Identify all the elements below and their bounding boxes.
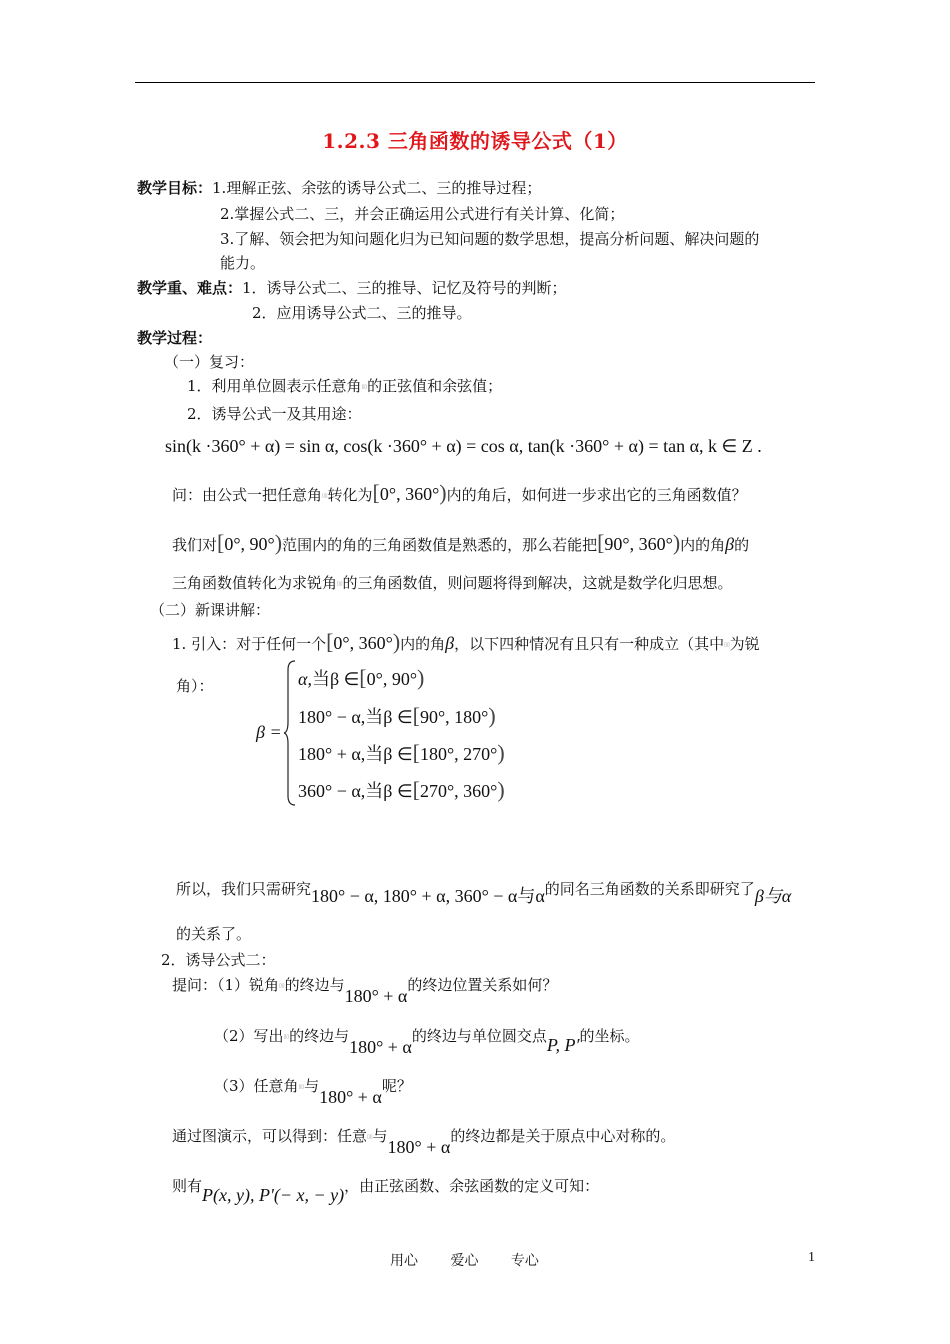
- question-line: [172, 480, 747, 506]
- we-line2-text: 三角函数值转化为求锐角: [172, 574, 338, 592]
- review-heading: （一）复习：: [164, 353, 255, 371]
- ask2-text-a: （2）写出: [214, 1027, 284, 1045]
- footer: [390, 1250, 567, 1270]
- bracket-left: [: [372, 480, 380, 505]
- ask-1: [172, 974, 558, 1006]
- we-line-2: [172, 573, 733, 594]
- we-text-c: 内的角: [680, 536, 726, 554]
- demo-expr: 180° + α: [387, 1137, 451, 1157]
- process-label: 教学过程：: [137, 329, 213, 347]
- bracket-right: ): [439, 480, 447, 505]
- ask2-text-d: 的坐标。: [579, 1027, 640, 1045]
- intro-line: [172, 629, 760, 655]
- ask3-text-a: （3）任意角: [214, 1077, 299, 1095]
- so-line-2: 的关系了。: [176, 925, 252, 943]
- footer-item: 用心: [390, 1253, 418, 1269]
- bracket-right: ): [672, 530, 681, 555]
- ask-3: [214, 1075, 412, 1107]
- objective-item: 3.了解、领会把为知问题化归为已知问题的数学思想，提高分析问题、解决问题的: [220, 230, 760, 248]
- bracket-left: [: [412, 777, 420, 802]
- we-line: [172, 530, 750, 555]
- beta-symbol: β: [445, 633, 455, 653]
- ask2-points: P, P′: [546, 1035, 580, 1055]
- intro-line-2: 角）：: [176, 677, 214, 695]
- so-line: [176, 878, 792, 906]
- bracket-left: [: [412, 740, 420, 765]
- placeholder-mark: ▯▯: [724, 642, 730, 648]
- placeholder-mark: ▯▯: [322, 493, 328, 499]
- we-text-a: 我们对: [172, 536, 218, 554]
- case-expr: 360° − α,: [298, 781, 366, 801]
- then-expr: P(x, y), P′(− x, − y): [202, 1185, 345, 1205]
- range-value: 0°, 90°: [224, 534, 275, 554]
- ask2-text-b: 的终边与: [289, 1027, 350, 1045]
- case-range: 180°, 270°: [419, 744, 498, 764]
- keypoints-label: 教学重、难点：: [137, 279, 243, 297]
- case-expr: 180° − α,: [298, 707, 366, 727]
- ask3-text-b: 与: [304, 1077, 320, 1095]
- bracket-right: ): [274, 530, 283, 555]
- then-text-b: ，由正弦函数、余弦函数的定义可知：: [344, 1177, 600, 1195]
- intro-text-a: 1. 引入：对于任何一个: [172, 635, 327, 653]
- placeholder-mark: ▯▯: [279, 983, 285, 989]
- keypoint-item: 1．诱导公式二、三的推导、记忆及符号的判断；: [242, 279, 567, 297]
- ask1-text-c: 的终边位置关系如何？: [407, 976, 558, 994]
- placeholder-mark: ▯▯: [367, 1134, 373, 1140]
- we-text-d: 的: [734, 536, 750, 554]
- case-range: 270°, 360°: [419, 781, 498, 801]
- footer-item: 专心: [510, 1253, 539, 1269]
- so-expr-2: β与α: [754, 886, 792, 906]
- bracket-left: [: [412, 703, 420, 728]
- beta-equals: β =: [256, 722, 282, 742]
- bracket-left: [: [326, 629, 334, 654]
- question-text-c: 内的角后，如何进一步求出它的三角函数值？: [446, 486, 747, 504]
- placeholder-mark: ▯▯: [283, 1034, 290, 1040]
- case-cond: 当β ∈: [365, 744, 413, 764]
- demo-text-a: 通过图演示，可以得到：任意: [172, 1127, 368, 1145]
- ask2-expr: 180° + α: [349, 1037, 412, 1057]
- placeholder-mark: ▯▯: [361, 384, 368, 390]
- bracket-left: [: [359, 665, 367, 690]
- ask1-text-a: 提问：（1）锐角: [172, 976, 280, 994]
- case-expr: 180° + α,: [298, 744, 366, 764]
- range-value: 0°, 360°: [333, 633, 393, 653]
- ask3-expr: 180° + α: [319, 1087, 382, 1107]
- review-1-end: 的正弦值和余弦值；: [367, 377, 503, 395]
- bracket-right: ): [497, 740, 505, 765]
- bracket-right: ): [417, 665, 425, 690]
- we-line2-end: 的三角函数值，则问题将得到解决，这就是数学化归思想。: [342, 574, 733, 592]
- intro-text-b: 内的角: [400, 635, 446, 653]
- placeholder-mark: ▯▯: [298, 1084, 305, 1090]
- case-cond: 当β ∈: [365, 707, 413, 727]
- case-row: [298, 665, 424, 691]
- objective-item: 能力。: [220, 254, 266, 272]
- ask3-text-c: 呢？: [381, 1077, 412, 1095]
- question-text-b: 转化为: [327, 486, 373, 504]
- case-cond: 当β ∈: [365, 781, 413, 801]
- so-text-b: 的同名三角函数的关系即研究了: [544, 880, 755, 898]
- case-row: [298, 777, 505, 803]
- placeholder-mark: ▯▯: [337, 581, 343, 587]
- range-value: 90°, 360°: [604, 534, 673, 554]
- ask-2: [214, 1025, 640, 1057]
- bracket-right: ): [497, 777, 505, 802]
- case-cond: 当β ∈: [311, 669, 360, 689]
- so-text-a: 所以，我们只需研究: [176, 880, 312, 898]
- demo-line: [172, 1125, 676, 1157]
- intro-text-c: ，以下四种情况有且只有一种成立（其中: [454, 635, 725, 653]
- so-expr: 180° − α, 180° + α, 360° − α与α: [311, 886, 545, 906]
- case-range: 0°, 90°: [366, 669, 418, 689]
- page-number: 1: [808, 1250, 815, 1265]
- case-row: [298, 740, 505, 766]
- keypoints-block: [137, 278, 567, 298]
- footer-item: 爱心: [450, 1253, 479, 1269]
- beta-symbol: β: [725, 534, 735, 554]
- new-heading: （二）新课讲解：: [150, 601, 271, 619]
- demo-text-b: 与: [372, 1127, 388, 1145]
- case-range: 90°, 180°: [419, 707, 489, 727]
- bracket-right: ): [488, 703, 496, 728]
- objective-item: 1.理解正弦、余弦的诱导公式二、三的推导过程；: [212, 179, 542, 197]
- objective-item: 2.掌握公式二、三，并会正确运用公式进行有关计算、化简；: [220, 205, 625, 223]
- bracket-left: [: [597, 530, 605, 555]
- review-item-1: [187, 376, 502, 397]
- review-1-text: 1．利用单位圆表示任意角: [187, 377, 362, 395]
- header-rule: [135, 82, 815, 83]
- case-expr: α,: [298, 669, 312, 689]
- piecewise-brace: [284, 660, 296, 806]
- then-line: [172, 1175, 600, 1205]
- we-text-b: 范围内的角的三角函数值是熟悉的，那么若能把: [282, 536, 598, 554]
- review-item-2: 2．诱导公式一及其用途：: [187, 405, 362, 423]
- objectives-label: 教学目标：: [137, 179, 213, 197]
- formula2-heading: 2．诱导公式二：: [161, 951, 276, 969]
- range-value: 0°, 360°: [379, 484, 440, 504]
- bracket-right: ): [392, 629, 401, 654]
- objectives-block: [137, 178, 541, 198]
- keypoint-item: 2．应用诱导公式二、三的推导。: [252, 304, 472, 322]
- question-text-a: 问：由公式一把任意角: [172, 486, 323, 504]
- ask1-text-b: 的终边与: [284, 976, 345, 994]
- formula-one: sin(k ·360° + α) = sin α, cos(k ·360° + α) = cos α, tan(k ·360° + α) = tan α, k ∈ Z .: [165, 436, 762, 456]
- ask1-expr: 180° + α: [344, 986, 408, 1006]
- page-title: 1.2.3 三角函数的诱导公式（1）: [322, 129, 628, 153]
- then-text-a: 则有: [172, 1177, 203, 1195]
- intro-text-d: 为锐: [729, 635, 760, 653]
- bracket-left: [: [217, 530, 225, 555]
- case-row: [298, 703, 496, 729]
- ask2-text-c: 的终边与单位圆交点: [411, 1027, 547, 1045]
- demo-text-c: 的终边都是关于原点中心对称的。: [450, 1127, 676, 1145]
